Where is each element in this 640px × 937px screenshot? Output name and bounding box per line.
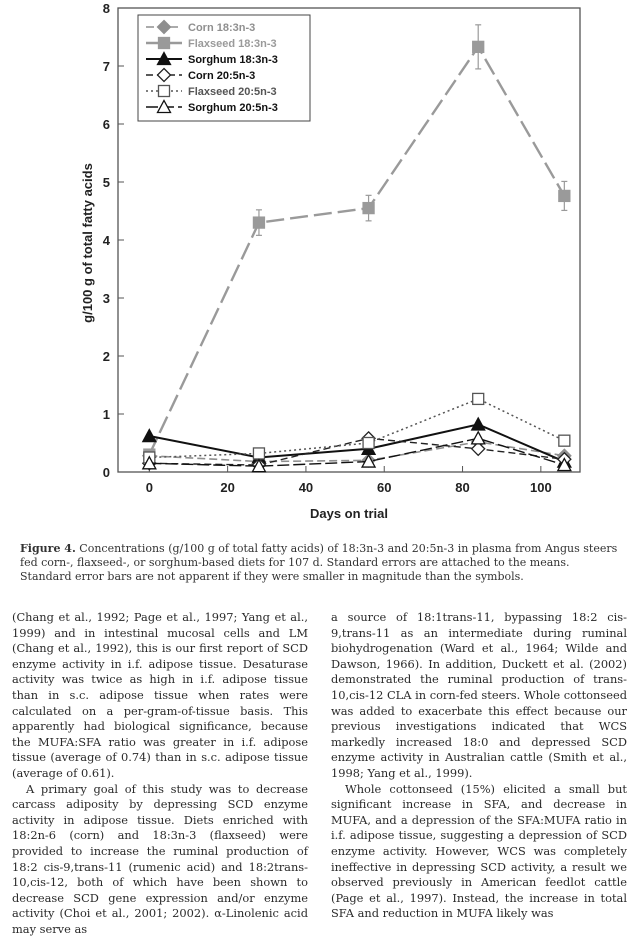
legend-label: Sorghum 18:3n-3 xyxy=(188,54,278,66)
y-tick-label: 7 xyxy=(102,59,110,74)
y-tick-label: 2 xyxy=(102,349,110,364)
paragraph: (Chang et al., 1992; Page et al., 1997; Yang et al., 1999) and in intestinal mucosal cells and LM (Chang et al., 1992), this is our first report of SCD enzyme activity in i.f. adipose tissue. Desaturase activity was twice as high in i.f. adipose tissue than in s.c. adipose tissue when rates were calculated on a per-gram-of-tissue basis. This apparently had biological significance, because the MUFA:SFA ratio was greater in i.f. adipose tissue (average of 0.74) than in s.c. adipose tissue (average of 0.61). xyxy=(12,610,308,780)
y-tick-label: 4 xyxy=(102,233,110,248)
legend-label: Flaxseed 18:3n-3 xyxy=(188,38,277,50)
paragraph: a source of 18:1trans-11, bypassing 18:2 cis-9,trans-11 as an intermediate during ruminal biohydrogenation (Ward et al., 1964; Wilde and Dawson, 1966). In addition, Duckett et al. (2002) demonstrated the ruminal production of trans-10,cis-12 CLA in corn-fed steers. Whole cottonseed was added to exacerbate this effect because our previous investigations indicated that WCS markedly increased 18:0 and depressed SCD enzyme activity in Australian cattle (Smith et al., 1998; Yang et al., 1999). xyxy=(331,610,627,780)
figure-caption xyxy=(20,542,624,584)
data-point xyxy=(143,430,156,442)
series-4 xyxy=(143,432,571,472)
legend-label: Corn 18:3n-3 xyxy=(188,22,256,34)
legend-label: Flaxseed 20:5n-3 xyxy=(188,86,277,98)
data-point xyxy=(559,435,570,446)
paragraph: A primary goal of this study was to decrease carcass adiposity by depressing SCD enzyme activity in adipose tissue. Diets enriched with 18:2n-6 (corn) and 18:3n-3 (flaxseed) were provided to increase the ruminal production of 18:2 cis-9,trans-11 (rumenic acid) and 18:2trans-10,cis-12, both of which have been shown to decrease SCD gene expression and/or enzyme activity (Choi et al., 2001; 2002). α-Linolenic acid may serve as xyxy=(12,781,308,936)
x-tick-label: 80 xyxy=(455,480,470,495)
y-tick-label: 3 xyxy=(102,291,110,306)
x-tick-label: 0 xyxy=(145,480,153,495)
y-axis-label: g/100 g of total fatty acids xyxy=(80,163,95,323)
x-tick-label: 60 xyxy=(377,480,392,495)
series-5 xyxy=(144,393,570,463)
data-point xyxy=(363,203,374,214)
legend-label: Sorghum 20:5n-3 xyxy=(188,102,278,114)
y-tick-label: 0 xyxy=(102,465,110,480)
data-point xyxy=(472,418,485,430)
legend xyxy=(138,15,310,121)
series-3 xyxy=(143,418,571,467)
y-tick-label: 6 xyxy=(102,117,110,132)
legend-marker xyxy=(159,38,170,49)
data-point xyxy=(363,438,374,449)
data-point xyxy=(473,41,484,52)
y-tick-label: 5 xyxy=(102,175,110,190)
series-line xyxy=(149,424,564,461)
x-tick-label: 100 xyxy=(529,480,552,495)
body-column-right xyxy=(331,610,627,922)
y-tick-label: 1 xyxy=(102,407,110,422)
data-point xyxy=(473,393,484,404)
legend-label: Corn 20:5n-3 xyxy=(188,70,256,82)
legend-marker xyxy=(159,86,170,97)
x-axis-label: Days on trial xyxy=(309,506,389,521)
y-tick-label: 8 xyxy=(102,1,110,16)
series-1 xyxy=(143,435,571,468)
data-point xyxy=(559,190,570,201)
figure-caption-label: Figure 4. xyxy=(20,542,76,555)
data-point xyxy=(253,448,264,459)
x-tick-label: 20 xyxy=(220,480,235,495)
x-tick-label: 40 xyxy=(298,480,314,495)
series-6 xyxy=(143,432,571,472)
paragraph: Whole cottonseed (15%) elicited a small but significant increase in SFA, and decrease in MUFA, and a depression of the SFA:MUFA ratio in i.f. adipose tissue, suggesting a depression of SCD enzyme activity. However, WCS was completely ineffective in depressing SCD activity, a result we observed previously in American feedlot cattle (Page et al., 1997). Instead, the increase in total SFA and reduction in MUFA likely was xyxy=(331,781,627,921)
body-column-left xyxy=(12,610,308,937)
data-point xyxy=(253,217,264,228)
data-point xyxy=(472,432,485,444)
figure-caption-text: Concentrations (g/100 g of total fatty acids) of 18:3n-3 and 20:5n-3 in plasma from Angus steers fed corn-, flaxseed-, or sorghum-based diets for 107 d. Standard errors are attached to the means. Standard error bars are not apparent if they were smaller in magnitude than the symbols. xyxy=(20,542,618,583)
